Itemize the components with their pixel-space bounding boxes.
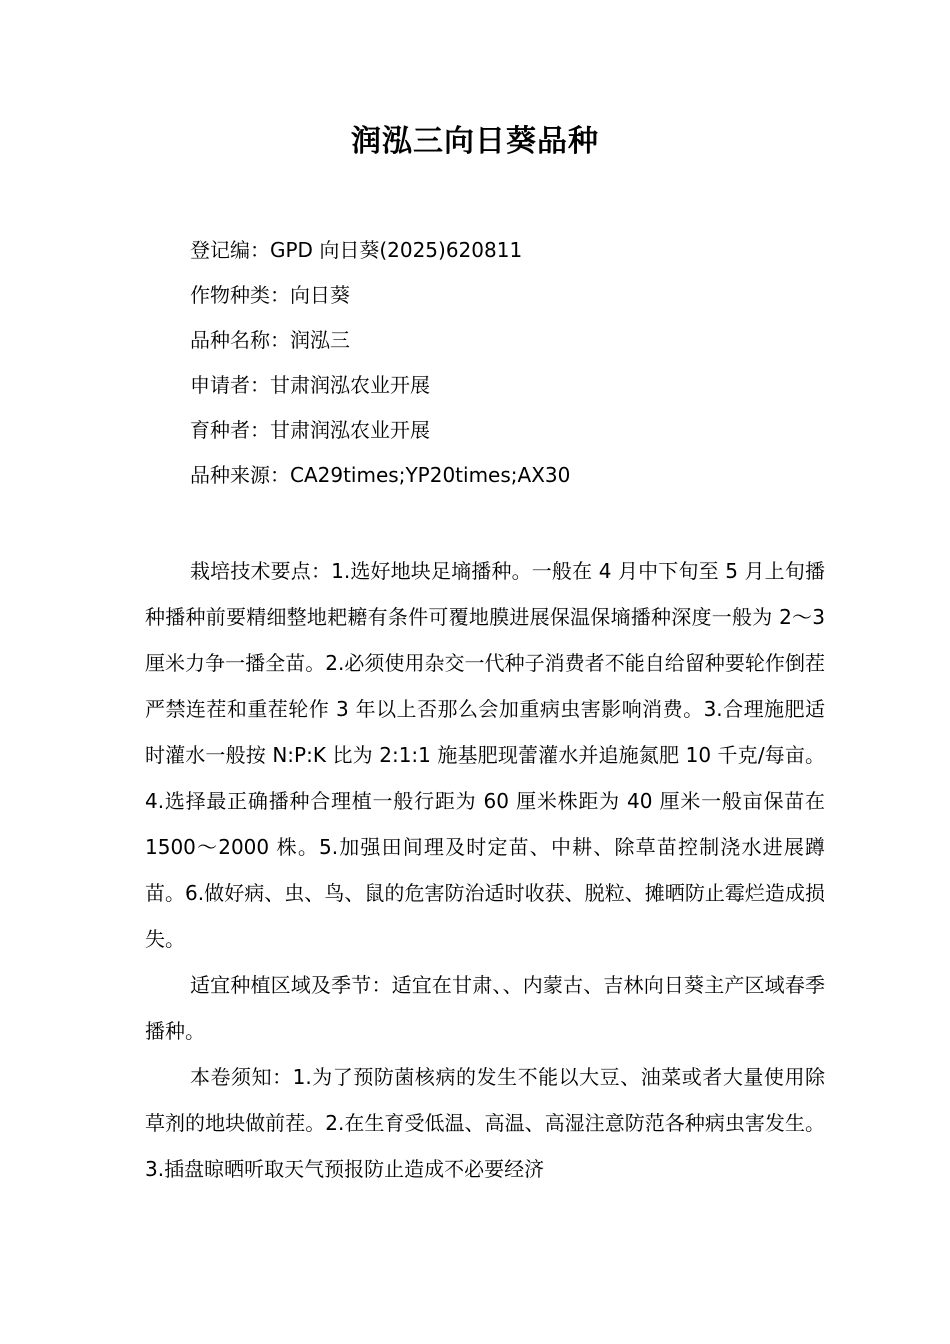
registration-number: 登记编：GPD 向日葵(2025)620811: [190, 238, 523, 262]
variety-source: 品种来源：CA29times;YP20times;AX30: [190, 463, 571, 487]
document-body: [145, 548, 825, 1192]
notes-paragraph: 本卷须知：1.为了预防菌核病的发生不能以大豆、油菜或者大量使用除草剂的地块做前茬。2.在生育受低温、高温、高湿注意防范各种病虫害发生。3.插盘晾晒听取天气预报防止造成不必要经济: [145, 1065, 825, 1181]
applicant: 申请者：甘肃润泓农业开展: [190, 373, 430, 397]
breeder: 育种者：甘肃润泓农业开展: [190, 418, 430, 442]
document-title: 润泓三向日葵品种: [351, 124, 599, 159]
registration-info: [190, 228, 830, 498]
variety-name: 品种名称：润泓三: [190, 328, 350, 352]
suitable-region-paragraph: 适宜种植区域及季节：适宜在甘肃、、内蒙古、吉林向日葵主产区域春季播种。: [145, 973, 825, 1043]
cultivation-techniques-paragraph: 栽培技术要点：1.选好地块足墒播种。一般在 4 月中下旬至 5 月上旬播种播种前要精细整地耙耱有条件可覆地膜进展保温保墒播种深度一般为 2～3 厘米力争一播全苗。2.必须使用杂交一代种子消费者不能自给留种要轮作倒茬严禁连茬和重茬轮作 3 年以上否那么会加重病虫害影响消费。3.合理施肥适时灌水一般按 N:P:K 比为 2:1:1 施基肥现蕾灌水并追施氮肥 10 千克/每亩。4.选择最正确播种合理植一般行距为 60 厘米株距为 40 厘米一般亩保苗在 1500～2000 株。5.加强田间理及时定苗、中耕、除草苗控制浇水进展蹲苗。6.做好病、虫、鸟、鼠的危害防治适时收获、脱粒、摊晒防止霉烂造成损失。: [145, 559, 825, 951]
crop-type: 作物种类：向日葵: [190, 283, 350, 307]
